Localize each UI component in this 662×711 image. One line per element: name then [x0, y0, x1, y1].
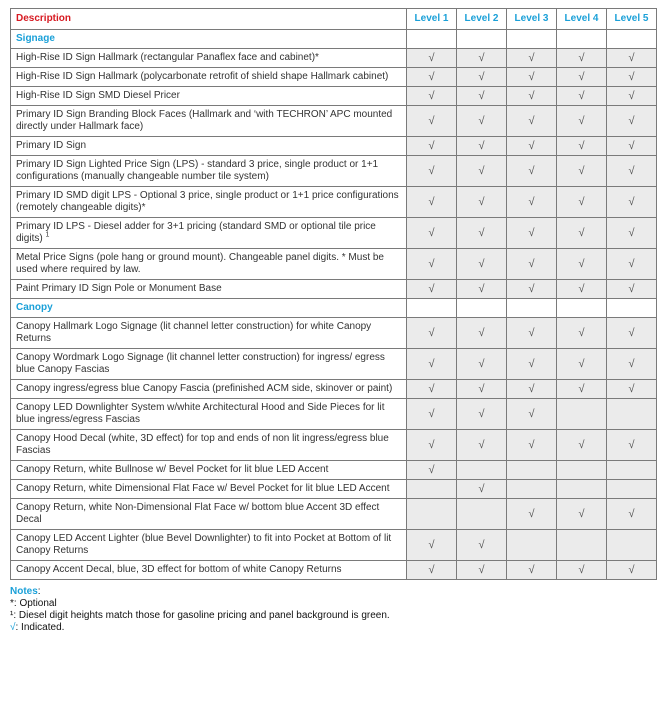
table-row: [11, 68, 657, 87]
row-description: [11, 280, 407, 299]
level-1-cell: [407, 561, 457, 580]
level-4-cell: [557, 218, 607, 249]
level-4-cell: [557, 156, 607, 187]
section-level-cell: [607, 30, 657, 49]
level-4-cell: [557, 430, 607, 461]
checkmark-icon: √: [528, 227, 535, 239]
checkmark-icon: √: [478, 52, 485, 64]
checkmark-icon: √: [628, 52, 635, 64]
level-2-cell: [457, 68, 507, 87]
table-row: [11, 530, 657, 561]
level-3-cell: [507, 187, 557, 218]
checkmark-icon: √: [578, 227, 585, 239]
level-3-cell: [507, 499, 557, 530]
level-1-cell: [407, 218, 457, 249]
document: [10, 8, 656, 634]
section-level-cell: [407, 299, 457, 318]
row-description-text: Canopy Accent Decal, blue, 3D effect for bottom of white Canopy Returns: [16, 564, 342, 575]
level-3-cell: [507, 480, 557, 499]
level-4-cell: [557, 106, 607, 137]
level-4-cell: [557, 318, 607, 349]
level-2-cell: [457, 530, 507, 561]
table-row: [11, 318, 657, 349]
level-2-cell: [457, 380, 507, 399]
level-5-cell: [607, 249, 657, 280]
level-3-cell: [507, 249, 557, 280]
checkmark-icon: √: [478, 483, 485, 495]
level-1-cell: [407, 156, 457, 187]
table-row: [11, 461, 657, 480]
row-description-text: Canopy Hood Decal (white, 3D effect) for top and ends of non lit ingress/egress blue Fascias: [16, 433, 389, 456]
table-row: [11, 137, 657, 156]
level-2-cell: [457, 87, 507, 106]
row-description-text: Primary ID Sign: [16, 140, 87, 151]
table-row: [11, 349, 657, 380]
checkmark-icon: √: [478, 327, 485, 339]
level-1-cell: [407, 480, 457, 499]
table-row: [11, 499, 657, 530]
checkmark-icon: √: [628, 140, 635, 152]
header-row: [11, 9, 657, 30]
table-row: [11, 49, 657, 68]
checkmark-icon: √: [478, 90, 485, 102]
level-4-cell: [557, 399, 607, 430]
level-3-cell: [507, 430, 557, 461]
level-2-cell: [457, 249, 507, 280]
row-description: [11, 249, 407, 280]
checkmark-icon: √: [478, 439, 485, 451]
checkmark-icon: √: [428, 564, 435, 576]
row-description-text: High-Rise ID Sign SMD Diesel Pricer: [16, 90, 180, 101]
checkmark-icon: √: [578, 90, 585, 102]
level-2-cell: [457, 137, 507, 156]
note-check-icon: √: [10, 622, 16, 633]
table-row: [11, 480, 657, 499]
level-1-cell: [407, 106, 457, 137]
row-description-text: Primary ID Sign Branding Block Faces (Hallmark and ‘with TECHRON’ APC mounted directly under Hallmark face): [16, 109, 393, 132]
row-description: [11, 399, 407, 430]
level-3-cell: [507, 156, 557, 187]
checkmark-icon: √: [478, 227, 485, 239]
level-3-cell: [507, 68, 557, 87]
level-3-cell: [507, 461, 557, 480]
checkmark-icon: √: [428, 140, 435, 152]
checkmark-icon: √: [528, 90, 535, 102]
table-row: [11, 218, 657, 249]
checkmark-icon: √: [528, 439, 535, 451]
column-header-level-1: Level 1: [407, 9, 457, 30]
level-5-cell: [607, 68, 657, 87]
section-row-canopy: [11, 299, 657, 318]
checkmark-icon: √: [428, 227, 435, 239]
checkmark-icon: √: [428, 90, 435, 102]
level-2-cell: [457, 349, 507, 380]
level-4-cell: [557, 530, 607, 561]
level-4-cell: [557, 561, 607, 580]
checkmark-icon: √: [578, 508, 585, 520]
checkmark-icon: √: [428, 165, 435, 177]
checkmark-icon: √: [628, 71, 635, 83]
note-item: [10, 598, 656, 610]
level-2-cell: [457, 106, 507, 137]
level-5-cell: [607, 499, 657, 530]
row-description: [11, 480, 407, 499]
level-1-cell: [407, 249, 457, 280]
checkmark-icon: √: [628, 283, 635, 295]
table-row: [11, 106, 657, 137]
row-description: [11, 87, 407, 106]
row-description-text: High-Rise ID Sign Hallmark (polycarbonate retrofit of shield shape Hallmark cabinet): [16, 71, 389, 82]
note-text: : Optional: [13, 598, 57, 609]
row-description-text: Primary ID LPS - Diesel adder for 3+1 pricing (standard SMD or optional tile price digits): [16, 221, 376, 244]
checkmark-icon: √: [478, 383, 485, 395]
level-2-cell: [457, 318, 507, 349]
row-description: [11, 156, 407, 187]
checkmark-icon: √: [428, 258, 435, 270]
level-2-cell: [457, 49, 507, 68]
checkmark-icon: √: [428, 408, 435, 420]
checkmark-icon: √: [578, 383, 585, 395]
note-text: : Indicated.: [15, 622, 65, 633]
level-5-cell: [607, 187, 657, 218]
checkmark-icon: √: [528, 165, 535, 177]
level-3-cell: [507, 218, 557, 249]
table-row: [11, 280, 657, 299]
level-1-cell: [407, 187, 457, 218]
level-3-cell: [507, 280, 557, 299]
section-level-cell: [557, 30, 607, 49]
level-5-cell: [607, 480, 657, 499]
section-level-cell: [457, 30, 507, 49]
checkmark-icon: √: [578, 71, 585, 83]
checkmark-icon: √: [628, 165, 635, 177]
row-description: [11, 218, 407, 249]
row-description: [11, 380, 407, 399]
note-item: [10, 610, 656, 622]
level-1-cell: [407, 280, 457, 299]
checkmark-icon: √: [578, 196, 585, 208]
table-row: [11, 249, 657, 280]
level-5-cell: [607, 530, 657, 561]
level-2-cell: [457, 399, 507, 430]
level-4-cell: [557, 499, 607, 530]
level-2-cell: [457, 480, 507, 499]
level-4-cell: [557, 349, 607, 380]
row-description-text: Canopy LED Downlighter System w/white Architectural Hood and Side Pieces for lit blue ingress/egress Fascias: [16, 402, 385, 425]
section-title: Signage: [11, 30, 407, 49]
checkmark-icon: √: [628, 508, 635, 520]
row-description-text: Primary ID Sign Lighted Price Sign (LPS) - standard 3 price, single product or 1+1 configurations (manually changeable number tile system): [16, 159, 379, 182]
checkmark-icon: √: [578, 327, 585, 339]
checkmark-icon: √: [428, 358, 435, 370]
column-header-level-3: Level 3: [507, 9, 557, 30]
level-5-cell: [607, 87, 657, 106]
level-1-cell: [407, 318, 457, 349]
level-4-cell: [557, 68, 607, 87]
section-level-cell: [607, 299, 657, 318]
checkmark-icon: √: [578, 115, 585, 127]
checkmark-icon: √: [428, 464, 435, 476]
checkmark-icon: √: [528, 115, 535, 127]
table-row: [11, 380, 657, 399]
table-row: [11, 399, 657, 430]
checkmark-icon: √: [478, 140, 485, 152]
level-5-cell: [607, 218, 657, 249]
row-description: [11, 499, 407, 530]
checkmark-icon: √: [578, 439, 585, 451]
table-row: [11, 430, 657, 461]
level-2-cell: [457, 187, 507, 218]
footnote-marker: 1: [45, 231, 50, 239]
checkmark-icon: √: [578, 52, 585, 64]
section-level-cell: [457, 299, 507, 318]
checkmark-icon: √: [478, 408, 485, 420]
note-item: [10, 622, 656, 634]
level-5-cell: [607, 106, 657, 137]
checkmark-icon: √: [528, 258, 535, 270]
checkmark-icon: √: [428, 383, 435, 395]
checkmark-icon: √: [428, 115, 435, 127]
checkmark-icon: √: [428, 196, 435, 208]
checkmark-icon: √: [528, 327, 535, 339]
table-row: [11, 87, 657, 106]
level-4-cell: [557, 461, 607, 480]
checkmark-icon: √: [628, 439, 635, 451]
row-description: [11, 561, 407, 580]
checkmark-icon: √: [528, 140, 535, 152]
section-level-cell: [407, 30, 457, 49]
row-description-text: Canopy Return, white Bullnose w/ Bevel Pocket for lit blue LED Accent: [16, 464, 329, 475]
level-4-cell: [557, 249, 607, 280]
level-4-cell: [557, 87, 607, 106]
table-row: [11, 561, 657, 580]
row-description: [11, 349, 407, 380]
notes-title: Notes: [10, 586, 38, 597]
signage-levels-table: [10, 8, 657, 580]
level-1-cell: [407, 461, 457, 480]
section-level-cell: [507, 30, 557, 49]
level-4-cell: [557, 137, 607, 156]
level-5-cell: [607, 430, 657, 461]
note-symbol: *: [10, 598, 14, 609]
row-description: [11, 318, 407, 349]
row-description: [11, 530, 407, 561]
checkmark-icon: √: [528, 383, 535, 395]
level-4-cell: [557, 380, 607, 399]
checkmark-icon: √: [428, 327, 435, 339]
level-3-cell: [507, 49, 557, 68]
level-2-cell: [457, 218, 507, 249]
checkmark-icon: √: [628, 196, 635, 208]
checkmark-icon: √: [528, 196, 535, 208]
level-1-cell: [407, 349, 457, 380]
level-1-cell: [407, 49, 457, 68]
row-description-text: Metal Price Signs (pole hang or ground mount). Changeable panel digits. * Must be used where required by law.: [16, 252, 384, 275]
row-description-text: Canopy LED Accent Lighter (blue Bevel Downlighter) to fit into Pocket at Bottom of lit Canopy Returns: [16, 533, 392, 556]
row-description-text: Paint Primary ID Sign Pole or Monument Base: [16, 283, 222, 294]
level-4-cell: [557, 187, 607, 218]
column-header-level-4: Level 4: [557, 9, 607, 30]
checkmark-icon: √: [428, 52, 435, 64]
checkmark-icon: √: [628, 115, 635, 127]
level-3-cell: [507, 87, 557, 106]
checkmark-icon: √: [628, 90, 635, 102]
checkmark-icon: √: [478, 115, 485, 127]
checkmark-icon: √: [428, 539, 435, 551]
checkmark-icon: √: [428, 439, 435, 451]
column-header-level-2: Level 2: [457, 9, 507, 30]
level-1-cell: [407, 137, 457, 156]
level-5-cell: [607, 349, 657, 380]
level-5-cell: [607, 49, 657, 68]
checkmark-icon: √: [528, 283, 535, 295]
checkmark-icon: √: [478, 258, 485, 270]
level-2-cell: [457, 430, 507, 461]
row-description-text: Canopy Return, white Non-Dimensional Flat Face w/ bottom blue Accent 3D effect Decal: [16, 502, 380, 525]
column-header-level-5: Level 5: [607, 9, 657, 30]
row-description-text: Canopy ingress/egress blue Canopy Fascia (prefinished ACM side, skinover or paint): [16, 383, 393, 394]
level-4-cell: [557, 280, 607, 299]
row-description-text: High-Rise ID Sign Hallmark (rectangular Panaflex face and cabinet)*: [16, 52, 319, 63]
level-5-cell: [607, 461, 657, 480]
checkmark-icon: √: [578, 165, 585, 177]
section-level-cell: [507, 299, 557, 318]
row-description: [11, 49, 407, 68]
checkmark-icon: √: [478, 196, 485, 208]
section-row-signage: [11, 30, 657, 49]
level-3-cell: [507, 399, 557, 430]
row-description-text: Canopy Wordmark Logo Signage (lit channel letter construction) for ingress/ egress blue Canopy Fascias: [16, 352, 385, 375]
level-1-cell: [407, 399, 457, 430]
checkmark-icon: √: [628, 383, 635, 395]
checkmark-icon: √: [528, 508, 535, 520]
checkmark-icon: √: [478, 165, 485, 177]
level-2-cell: [457, 499, 507, 530]
level-5-cell: [607, 156, 657, 187]
table-row: [11, 187, 657, 218]
level-2-cell: [457, 461, 507, 480]
row-description: [11, 187, 407, 218]
checkmark-icon: √: [428, 283, 435, 295]
level-5-cell: [607, 137, 657, 156]
level-1-cell: [407, 530, 457, 561]
level-3-cell: [507, 530, 557, 561]
checkmark-icon: √: [528, 52, 535, 64]
checkmark-icon: √: [478, 283, 485, 295]
level-5-cell: [607, 280, 657, 299]
section-level-cell: [557, 299, 607, 318]
notes-heading: Notes:: [10, 586, 41, 597]
level-3-cell: [507, 137, 557, 156]
checkmark-icon: √: [578, 258, 585, 270]
checkmark-icon: √: [578, 564, 585, 576]
row-description-text: Canopy Return, white Dimensional Flat Face w/ Bevel Pocket for lit blue LED Accent: [16, 483, 390, 494]
checkmark-icon: √: [628, 227, 635, 239]
notes: [10, 586, 656, 634]
level-1-cell: [407, 68, 457, 87]
checkmark-icon: √: [578, 358, 585, 370]
level-5-cell: [607, 399, 657, 430]
checkmark-icon: √: [628, 327, 635, 339]
checkmark-icon: √: [478, 539, 485, 551]
checkmark-icon: √: [578, 140, 585, 152]
level-3-cell: [507, 561, 557, 580]
note-text: : Diesel digit heights match those for gasoline pricing and panel background is green.: [13, 610, 390, 621]
level-1-cell: [407, 380, 457, 399]
checkmark-icon: √: [528, 408, 535, 420]
level-3-cell: [507, 349, 557, 380]
checkmark-icon: √: [628, 258, 635, 270]
checkmark-icon: √: [428, 71, 435, 83]
level-2-cell: [457, 561, 507, 580]
checkmark-icon: √: [478, 71, 485, 83]
checkmark-icon: √: [528, 564, 535, 576]
table-body: [11, 30, 657, 580]
level-1-cell: [407, 430, 457, 461]
row-description: [11, 461, 407, 480]
level-5-cell: [607, 561, 657, 580]
section-title: Canopy: [11, 299, 407, 318]
checkmark-icon: √: [628, 358, 635, 370]
checkmark-icon: √: [478, 358, 485, 370]
checkmark-icon: √: [578, 283, 585, 295]
column-header-description: Description: [11, 9, 407, 30]
checkmark-icon: √: [528, 358, 535, 370]
level-5-cell: [607, 318, 657, 349]
checkmark-icon: √: [478, 564, 485, 576]
checkmark-icon: √: [628, 564, 635, 576]
level-4-cell: [557, 480, 607, 499]
level-5-cell: [607, 380, 657, 399]
level-2-cell: [457, 156, 507, 187]
row-description-text: Primary ID SMD digit LPS - Optional 3 price, single product or 1+1 price configurations (remotely changeable digits)*: [16, 190, 399, 213]
row-description-text: Canopy Hallmark Logo Signage (lit channel letter construction) for white Canopy Returns: [16, 321, 372, 344]
level-1-cell: [407, 499, 457, 530]
level-3-cell: [507, 380, 557, 399]
checkmark-icon: √: [528, 71, 535, 83]
level-3-cell: [507, 318, 557, 349]
row-description: [11, 137, 407, 156]
level-2-cell: [457, 280, 507, 299]
note-symbol: ¹: [10, 610, 14, 621]
level-3-cell: [507, 106, 557, 137]
row-description: [11, 430, 407, 461]
level-4-cell: [557, 49, 607, 68]
row-description: [11, 68, 407, 87]
table-row: [11, 156, 657, 187]
row-description: [11, 106, 407, 137]
level-1-cell: [407, 87, 457, 106]
